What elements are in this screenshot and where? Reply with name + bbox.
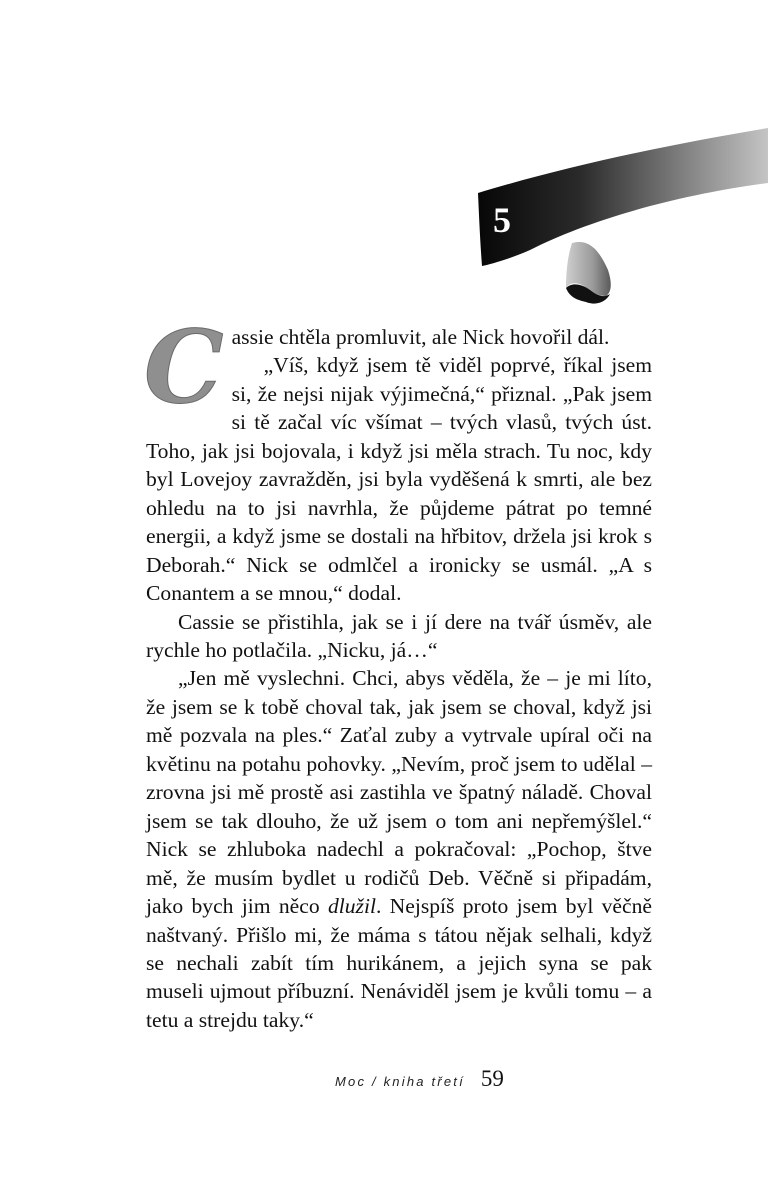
running-head: Moc / kniha třetí: [335, 1074, 465, 1089]
page-footer: [335, 1066, 504, 1092]
paragraph-text: „Jen mě vyslechni. Chci, abys věděla, že – je mi líto, že jsem se k tobě choval tak, jak jsem se choval, když jsi mě pozvala na ples.“ Zaťal zuby a vytrvale upíral oči na květinu na potahu pohovky. „Nevím, proč jsem to udělal – zrovna jsi mě prostě asi zastihla ve špatný náladě. Choval jsem se tak dlouho, že už jsem o tom ani nepřemýšlel.“ Nick se zhluboka nadechl a pokračoval: „Pochop, štve mě, že musím bydlet u rodičů Deb. Věčně si připadám, jako bych jim něco: [146, 666, 652, 919]
chapter-number: 5: [493, 200, 511, 240]
paragraph: [146, 664, 652, 1034]
emphasized-word: dlužil: [327, 894, 376, 919]
paragraph: „Víš, když jsem tě viděl poprvé, říkal jsem si, že nejsi nijak výjimečná,“ přiznal. „Pak jsem si tě začal víc všímat – tvých vlasů, tvých úst. Toho, jak jsi bojovala, i když jsi měla strach. Tu noc, kdy byl Lovejoy zavražděn, jsi byla vyděšená k smrti, ale bez ohledu na to jsi navrhla, že půjdeme pátrat po temné energii, a když jsme se dostali na hřbitov, držela jsi krok s Deborah.“ Nick se odmlčel a ironicky se usmál. „A s Conantem a se mnou,“ dodal.: [146, 353, 652, 606]
paragraph-text: assie chtěla promluvit, ale Nick hovořil dál.: [231, 325, 610, 349]
paragraph: Cassie se přistihla, jak se i jí dere na tvář úsměv, ale rychle ho potlačila. „Nicku, já…“: [146, 609, 652, 662]
paragraph: [144, 308, 652, 426]
chapter-banner: [0, 0, 768, 330]
chapter-body: [144, 308, 652, 1034]
ribbon-band: [478, 128, 768, 266]
page-number: 59: [480, 1066, 504, 1091]
paragraph-text: . Nejspíš proto jsem byl věčně naštvaný. Přišlo mi, že máma s tátou nějak selhali, když se nechali zabít tím hurikánem, a jejich syna se pak museli ujmout příbuzní. Nenáviděl jsem je kvůli tomu – a tetu a strejdu taky.“: [146, 894, 652, 1032]
drop-cap: C: [144, 308, 224, 426]
